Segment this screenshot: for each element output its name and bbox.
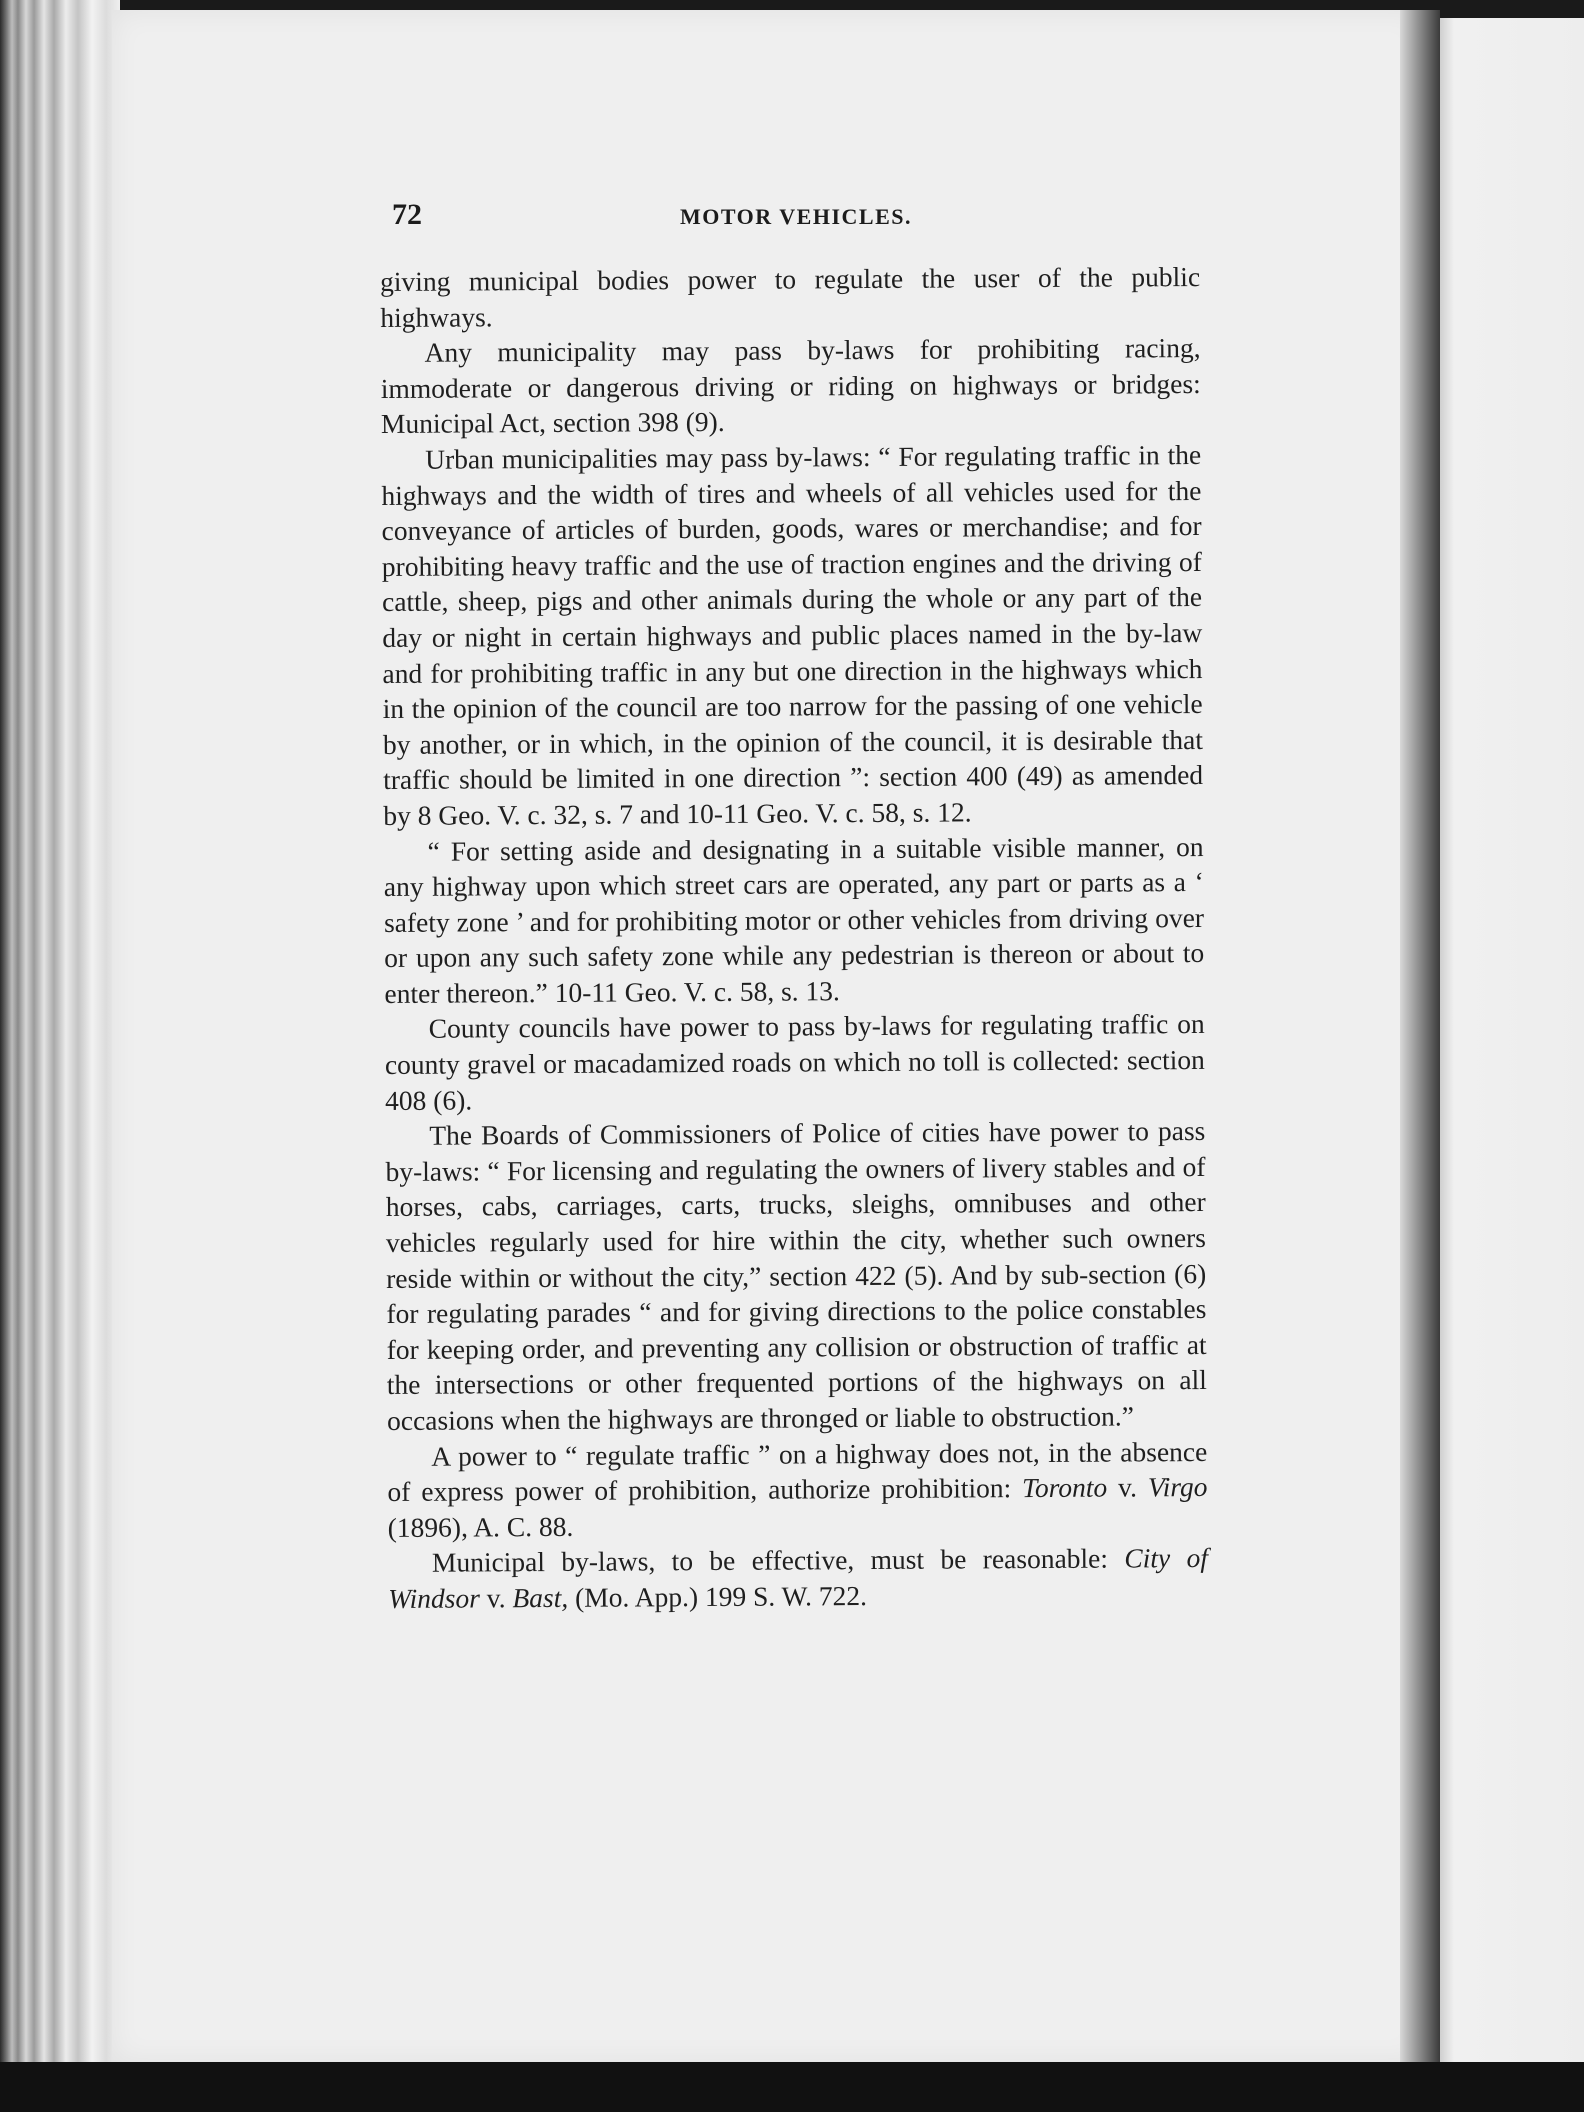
paragraph-text: Municipal by-laws, to be effective, must be reasonable: [431, 1542, 1125, 1579]
case-versus: v. [479, 1582, 513, 1614]
page-header [392, 198, 1200, 238]
paragraph-case-citation [387, 1434, 1208, 1546]
paragraph: The Boards of Commissioners of Police of cities have power to pass by-laws: “ For licensing and regulating the owners of livery stables and of horses, cabs, carriages, carts, trucks, sleighs, omnibuses and other vehicles regularly used for hire within the city, whether such owners reside within or without the city,” section 422 (5). And by sub-section (6) for regulating parades “ and for giving directions to the police constables for keeping order, and preventing any collision or obstruction of traffic at the intersections or other frequented portions of the highways on all occasions when the highways are thronged or liable to obstruction.” [385, 1115, 1207, 1436]
paragraph: giving municipal bodies power to regulate the user of the public highways. [380, 260, 1201, 333]
case-party: Toronto [1022, 1471, 1108, 1504]
book-page-edges [0, 0, 120, 2070]
case-party: City of Windsor [388, 1542, 1209, 1614]
paragraph: Urban municipalities may pass by-laws: “ For regulating traffic in the highways and the width of tires and wheels of all vehicles used for the conveyance of articles of burden, goods, wares or merchandise; and for prohibiting heavy traffic and the use of traction engines and the driving of cattle, sheep, pigs and other animals during the whole or any part of the day or night in certain highways and public places named in the by-law and for prohibiting traffic in any but one direction in the highways which in the opinion of the council are too narrow for the passing of one vehicle by another, or in which, in the opinion of the council, it is desirable that traffic should be limited in one direction ”: section 400 (49) as amended by 8 Geo. V. c. 32, s. 7 and 10-11 Geo. V. c. 58, s. 12. [381, 438, 1204, 831]
paragraph: County councils have power to pass by-laws for regulating traffic on county gravel or macadamized roads on which no toll is collected: section 408 (6). [384, 1008, 1205, 1116]
case-party: Bast, [512, 1581, 569, 1614]
page-number: 72 [392, 198, 422, 231]
case-citation: (Mo. App.) 199 S. W. 722. [568, 1580, 868, 1613]
paragraph-case-citation [388, 1540, 1208, 1616]
paragraph-text: A power to “ regulate traffic ” on a highway does not, in the absence of express power of prohibition, authorize prohibition: [387, 1435, 1208, 1508]
body-text [380, 259, 1208, 1617]
facing-page-edge [1440, 18, 1584, 2062]
book-gutter-shadow [1400, 10, 1440, 2062]
running-head: MOTOR VEHICLES. [680, 204, 912, 229]
paragraph: “ For setting aside and designating in a suitable visible manner, on any highway upon which street cars are operated, any part or parts as a ‘ safety zone ’ and for prohibiting motor or other vehicles from driving over or upon any such safety zone while any pedestrian is thereon or about to enter thereon.” 10-11 Geo. V. c. 58, s. 13. [383, 830, 1205, 1009]
scan-border-bottom [0, 2062, 1584, 2112]
case-party: Virgo [1147, 1471, 1208, 1503]
case-versus: v. [1107, 1471, 1148, 1503]
paragraph: Any municipality may pass by-laws for prohibiting racing, immoderate or dangerous driving or riding on highways or bridges: Municipal Act, section 398 (9). [380, 332, 1201, 440]
case-citation: (1896), A. C. 88. [387, 1510, 574, 1543]
